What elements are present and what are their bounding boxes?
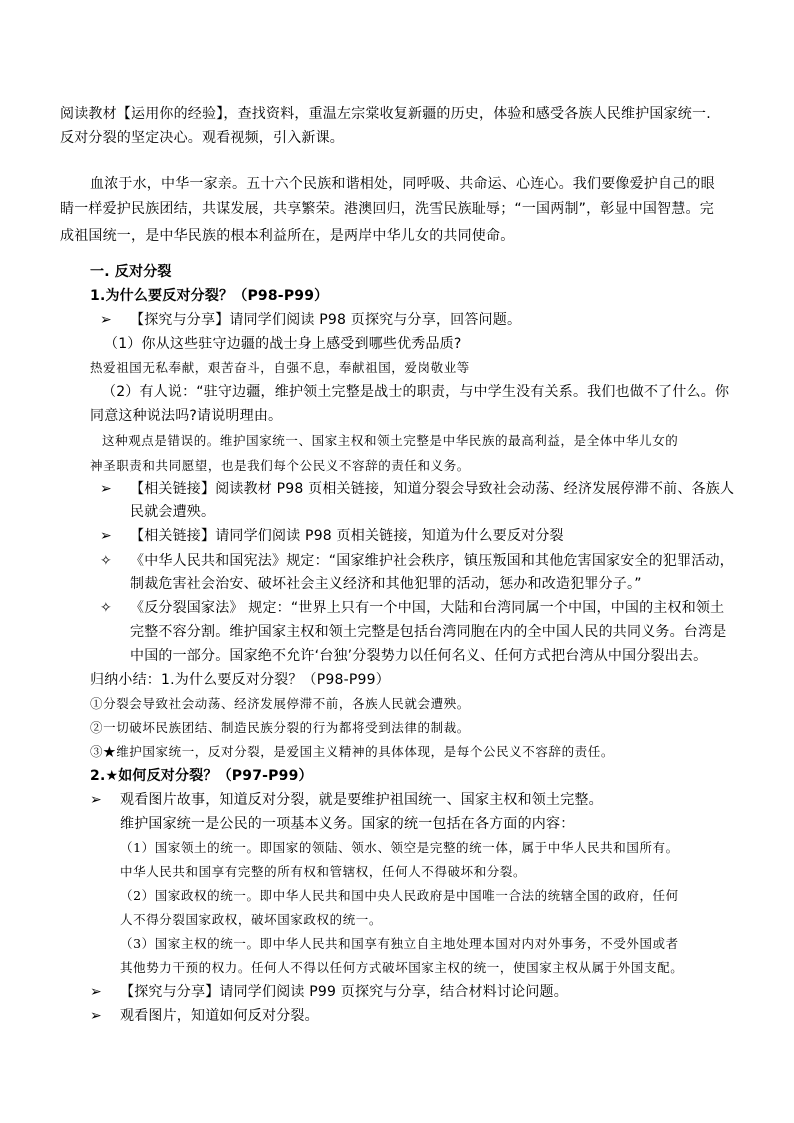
arrow-bullet-icon: ➢ bbox=[100, 481, 112, 497]
arrow-bullet-icon: ➢ bbox=[100, 312, 112, 328]
unity-item: （3）国家主权的统一。即中华人民共和国享有独立自主地处理本国对内对外事务，不受外国或者 bbox=[120, 936, 679, 951]
bullet-item: ➢ 【探究与分享】请同学们阅读 P99 页探究与分享，结合材料讨论问题。 bbox=[90, 984, 568, 1000]
answer-line: 神圣职责和共同愿望，也是我们每个公民义不容辞的责任和义务。 bbox=[90, 458, 470, 473]
unity-item: （2）国家政权的统一。即中华人民共和国中央人民政府是中国唯一合法的统辖全国的政府，任何 bbox=[120, 888, 679, 903]
sub-question: 同意这种说法吗?请说明理由。 bbox=[90, 408, 283, 424]
intro-line: 反对分裂的坚定决心。观看视频，引入新课。 bbox=[60, 130, 344, 146]
summary-title: 归纳小结：1.为什么要反对分裂？（P98-P99） bbox=[90, 672, 390, 688]
law-quote-continuation: 完整不容分割。维护国家主权和领土完整是包括台湾同胞在内的全中国人民的共同义务。台湾是 bbox=[130, 624, 727, 640]
unity-item: 中华人民共和国享有完整的所有权和管辖权，任何人不得破坏和分裂。 bbox=[120, 864, 527, 879]
unity-item: （1）国家领土的统一。即国家的领陆、领水、领空是完整的统一体，属于中华人民共和国所有。 bbox=[120, 840, 679, 855]
summary-item: ②一切破坏民族团结、制造民族分裂的行为都将受到法律的制裁。 bbox=[90, 720, 470, 735]
law-quote-continuation: 中国的一部分。国家绝不允许‘台独’分裂势力以任何名义、任何方式把台湾从中国分裂出去。 bbox=[130, 648, 708, 664]
diamond-bullet-icon: ✧ bbox=[100, 600, 112, 616]
question-title: 1.为什么要反对分裂？（P98-P99） bbox=[90, 288, 329, 304]
bullet-item: ➢ 【相关链接】阅读教材 P98 页相关链接，知道分裂会导致社会动荡、经济发展停滞不前、各族人 bbox=[100, 481, 735, 497]
question-title: 2.★如何反对分裂？（P97-P99） bbox=[90, 768, 313, 784]
bullet-item: ➢ 【探究与分享】请同学们阅读 P98 页探究与分享，回答问题。 bbox=[100, 312, 522, 328]
unity-item: 其他势力干预的权力。任何人不得以任何方式破坏国家主权的统一，使国家主权从属于外国支配。 bbox=[120, 960, 684, 975]
answer-line: 这种观点是错误的。维护国家统一、国家主权和领土完整是中华民族的最高利益，是全体中华儿女的 bbox=[102, 433, 679, 448]
summary-item: ③★维护国家统一，反对分裂，是爱国主义精神的具体体现，是每个公民义不容辞的责任。 bbox=[90, 744, 615, 759]
law-quote: ✧ 《反分裂国家法》 规定：“世界上只有一个中国，大陆和台湾同属一个中国，中国的主权和领土 bbox=[100, 600, 725, 616]
intro-line: 血浓于水，中华一家亲。五十六个民族和谐相处，同呼吸、共命运、心连心。我们要像爱护自己的眼 bbox=[90, 176, 715, 192]
arrow-bullet-icon: ➢ bbox=[90, 984, 102, 1000]
bullet-item: ➢ 观看图片，知道如何反对分裂。 bbox=[90, 1008, 319, 1024]
intro-line: 睛一样爱护民族团结，共谋发展，共享繁荣。港澳回归，洗雪民族耻辱；“一国两制”，彰显中国智慧。完 bbox=[60, 201, 714, 217]
intro-line: 阅读教材【运用你的经验】，查找资料，重温左宗棠收复新疆的历史，体验和感受各族人民维护国家统一. bbox=[60, 106, 711, 122]
section-heading: 一. 反对分裂 bbox=[90, 264, 172, 280]
sub-question: （2）有人说：“驻守边疆，维护领土完整是战士的职责，与中学生没有关系。我们也做不了什么。你 bbox=[102, 384, 730, 400]
bullet-item: ➢ 【相关链接】请同学们阅读 P98 页相关链接，知道为什么要反对分裂 bbox=[100, 528, 564, 544]
bullet-continuation: 民就会遭殃。 bbox=[130, 504, 216, 520]
summary-item: ①分裂会导致社会动荡、经济发展停滞不前，各族人民就会遭殃。 bbox=[90, 696, 470, 711]
bullet-item: ➢ 观看图片故事，知道反对分裂，就是要维护祖国统一、国家主权和领土完整。 bbox=[90, 792, 603, 808]
diamond-bullet-icon: ✧ bbox=[100, 553, 112, 569]
sub-question: （1）你从这些驻守边疆的战士身上感受到哪些优秀品质? bbox=[104, 336, 462, 352]
law-quote: ✧ 《中华人民共和国宪法》规定：“国家维护社会秩序，镇压叛国和其他危害国家安全的犯罪活动， bbox=[100, 553, 734, 569]
intro-line: 成祖国统一，是中华民族的根本利益所在，是两岸中华儿女的共同使命。 bbox=[60, 228, 515, 244]
arrow-bullet-icon: ➢ bbox=[90, 792, 102, 808]
unity-item: 人不得分裂国家政权，破坏国家政权的统一。 bbox=[120, 912, 383, 927]
paragraph-line: 维护国家统一是公民的一项基本义务。国家的统一包括在各方面的内容： bbox=[120, 816, 575, 832]
arrow-bullet-icon: ➢ bbox=[100, 528, 112, 544]
law-quote-continuation: 制裁危害社会治安、破坏社会主义经济和其他犯罪的活动，惩办和改造犯罪分子。” bbox=[130, 576, 642, 592]
answer-line: 热爱祖国无私奉献，艰苦奋斗，自强不息，奉献祖国，爱岗敬业等 bbox=[90, 360, 470, 375]
arrow-bullet-icon: ➢ bbox=[90, 1008, 102, 1024]
